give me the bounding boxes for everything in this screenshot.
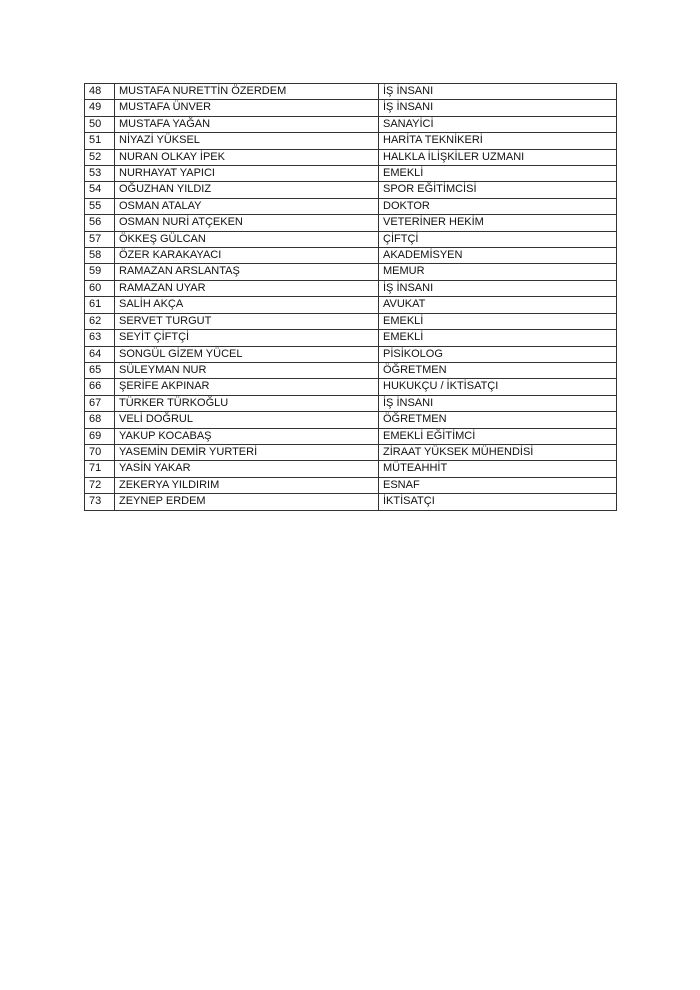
person-occupation: ZİRAAT YÜKSEK MÜHENDİSİ — [379, 444, 617, 460]
row-number: 69 — [85, 428, 115, 444]
row-number: 50 — [85, 116, 115, 132]
table-row — [85, 362, 617, 378]
row-number: 64 — [85, 346, 115, 362]
row-number: 51 — [85, 133, 115, 149]
person-name: ZEKERYA YILDIRIM — [115, 477, 379, 493]
table-row — [85, 264, 617, 280]
person-occupation: MÜTEAHHİT — [379, 461, 617, 477]
row-number: 66 — [85, 379, 115, 395]
table-row — [85, 395, 617, 411]
table-row — [85, 494, 617, 510]
person-occupation: AKADEMİSYEN — [379, 248, 617, 264]
person-name: NİYAZİ YÜKSEL — [115, 133, 379, 149]
table-row — [85, 100, 617, 116]
table-row — [85, 116, 617, 132]
table-row — [85, 313, 617, 329]
person-occupation: ÇİFTÇİ — [379, 231, 617, 247]
row-number: 62 — [85, 313, 115, 329]
member-table — [84, 83, 617, 511]
table-row — [85, 280, 617, 296]
row-number: 68 — [85, 412, 115, 428]
person-name: SEYİT ÇİFTÇİ — [115, 330, 379, 346]
person-name: RAMAZAN ARSLANTAŞ — [115, 264, 379, 280]
row-number: 65 — [85, 362, 115, 378]
person-name: SÜLEYMAN NUR — [115, 362, 379, 378]
person-name: OĞUZHAN YILDIZ — [115, 182, 379, 198]
person-name: NURAN OLKAY İPEK — [115, 149, 379, 165]
table-row — [85, 444, 617, 460]
person-occupation: HALKLA İLİŞKİLER UZMANI — [379, 149, 617, 165]
person-name: ÖZER KARAKAYACI — [115, 248, 379, 264]
row-number: 58 — [85, 248, 115, 264]
person-occupation: HARİTA TEKNİKERİ — [379, 133, 617, 149]
row-number: 72 — [85, 477, 115, 493]
row-number: 55 — [85, 198, 115, 214]
table-row — [85, 182, 617, 198]
person-name: TÜRKER TÜRKOĞLU — [115, 395, 379, 411]
row-number: 52 — [85, 149, 115, 165]
person-occupation: MEMUR — [379, 264, 617, 280]
person-name: SERVET TURGUT — [115, 313, 379, 329]
table-row — [85, 215, 617, 231]
person-occupation: HUKUKÇU / İKTİSATÇI — [379, 379, 617, 395]
person-occupation: ESNAF — [379, 477, 617, 493]
person-occupation: İKTİSATÇI — [379, 494, 617, 510]
person-name: VELİ DOĞRUL — [115, 412, 379, 428]
person-name: SONGÜL GİZEM YÜCEL — [115, 346, 379, 362]
person-name: RAMAZAN UYAR — [115, 280, 379, 296]
row-number: 60 — [85, 280, 115, 296]
row-number: 48 — [85, 84, 115, 100]
person-name: SALİH AKÇA — [115, 297, 379, 313]
person-occupation: PİSİKOLOG — [379, 346, 617, 362]
person-occupation: DOKTOR — [379, 198, 617, 214]
person-occupation: ÖĞRETMEN — [379, 412, 617, 428]
row-number: 71 — [85, 461, 115, 477]
person-occupation: ÖĞRETMEN — [379, 362, 617, 378]
person-name: MUSTAFA NURETTİN ÖZERDEM — [115, 84, 379, 100]
person-occupation: İŞ İNSANI — [379, 280, 617, 296]
person-occupation: EMEKLİ — [379, 166, 617, 182]
table-row — [85, 461, 617, 477]
row-number: 70 — [85, 444, 115, 460]
row-number: 53 — [85, 166, 115, 182]
row-number: 59 — [85, 264, 115, 280]
row-number: 54 — [85, 182, 115, 198]
table-row — [85, 198, 617, 214]
person-name: OSMAN NURİ ATÇEKEN — [115, 215, 379, 231]
table-row — [85, 346, 617, 362]
person-occupation: EMEKLİ — [379, 330, 617, 346]
table-row — [85, 412, 617, 428]
person-name: ZEYNEP ERDEM — [115, 494, 379, 510]
person-name: ÖKKEŞ GÜLCAN — [115, 231, 379, 247]
person-name: MUSTAFA YAĞAN — [115, 116, 379, 132]
member-table-body — [85, 84, 617, 511]
table-row — [85, 428, 617, 444]
person-occupation: İŞ İNSANI — [379, 84, 617, 100]
table-row — [85, 84, 617, 100]
row-number: 67 — [85, 395, 115, 411]
person-occupation: İŞ İNSANI — [379, 100, 617, 116]
table-row — [85, 149, 617, 165]
person-name: YAKUP KOCABAŞ — [115, 428, 379, 444]
table-row — [85, 379, 617, 395]
row-number: 73 — [85, 494, 115, 510]
person-name: YASEMİN DEMİR YURTERİ — [115, 444, 379, 460]
person-name: NURHAYAT YAPICI — [115, 166, 379, 182]
table-row — [85, 166, 617, 182]
person-occupation: SANAYİCİ — [379, 116, 617, 132]
person-name: OSMAN ATALAY — [115, 198, 379, 214]
row-number: 61 — [85, 297, 115, 313]
person-name: ŞERİFE AKPINAR — [115, 379, 379, 395]
table-row — [85, 297, 617, 313]
person-occupation: EMEKLİ EĞİTİMCİ — [379, 428, 617, 444]
table-row — [85, 477, 617, 493]
table-row — [85, 133, 617, 149]
row-number: 49 — [85, 100, 115, 116]
person-name: MUSTAFA ÜNVER — [115, 100, 379, 116]
person-occupation: İŞ İNSANI — [379, 395, 617, 411]
person-occupation: VETERİNER HEKİM — [379, 215, 617, 231]
person-occupation: EMEKLİ — [379, 313, 617, 329]
person-occupation: AVUKAT — [379, 297, 617, 313]
table-row — [85, 248, 617, 264]
row-number: 57 — [85, 231, 115, 247]
row-number: 63 — [85, 330, 115, 346]
table-row — [85, 330, 617, 346]
table-row — [85, 231, 617, 247]
person-name: YASİN YAKAR — [115, 461, 379, 477]
row-number: 56 — [85, 215, 115, 231]
person-occupation: SPOR EĞİTİMCİSİ — [379, 182, 617, 198]
